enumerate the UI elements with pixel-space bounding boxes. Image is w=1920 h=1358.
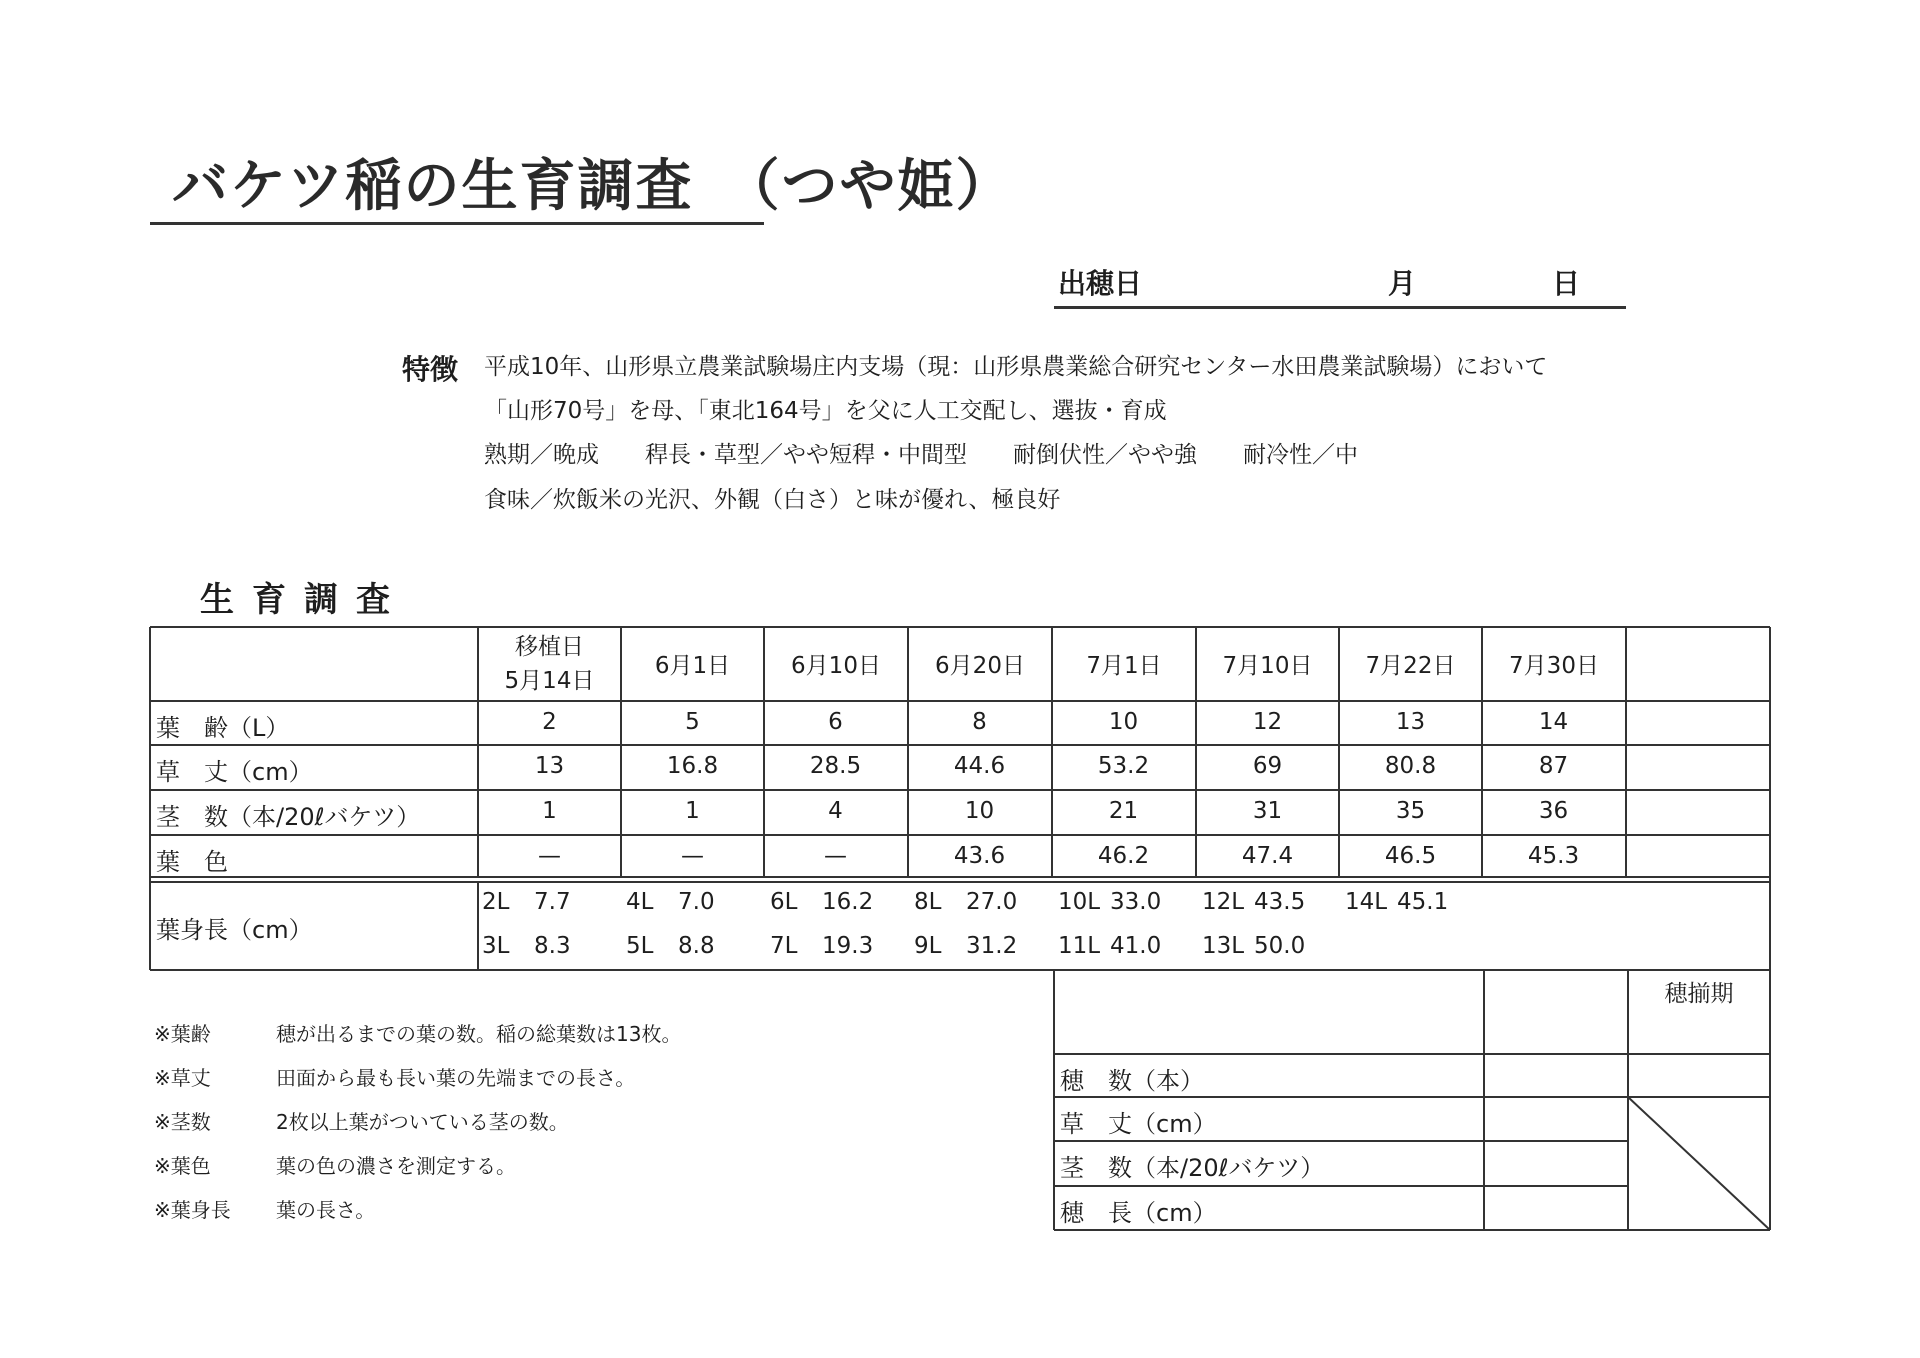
table-cell: 21	[1108, 798, 1139, 824]
row-label: 茎 数（本/20ℓバケツ）	[156, 803, 421, 831]
table-cell: 16.8	[666, 753, 719, 779]
leaf-number: 3L	[482, 933, 510, 959]
table-cell: 80.8	[1384, 753, 1437, 779]
note-key: ※葉齢	[154, 1022, 211, 1046]
leaf-number: 10L	[1058, 889, 1101, 915]
date-header: 7月22日	[1365, 653, 1456, 679]
heading-date-label: 出穂日	[1058, 267, 1143, 300]
note-text: 2枚以上葉がついている茎の数。	[276, 1110, 569, 1134]
table-cell: 45.3	[1527, 843, 1580, 869]
note-key: ※茎数	[154, 1110, 211, 1134]
date-header: 7月30日	[1509, 653, 1599, 679]
table-cell: 46.2	[1097, 843, 1150, 869]
table-cell: 43.6	[953, 843, 1006, 869]
note-key: ※草丈	[154, 1066, 211, 1090]
table-cell: 28.5	[809, 753, 862, 779]
table-cell: 5	[685, 709, 700, 735]
leaf-length-value: 27.0	[966, 889, 1018, 915]
table-cell: 13	[1395, 709, 1426, 735]
leaf-length-value: 7.7	[534, 889, 571, 915]
leaf-number: 8L	[914, 889, 942, 915]
leaf-length-label: 葉身長（cm）	[156, 916, 313, 944]
leaf-length-value: 19.3	[822, 933, 874, 959]
leaf-length-value: 43.5	[1254, 889, 1306, 915]
table-cell: 44.6	[953, 753, 1006, 779]
leaf-length-value: 41.0	[1110, 933, 1162, 959]
leaf-number: 9L	[914, 933, 942, 959]
table-cell: 10	[964, 798, 995, 824]
table-cell: 13	[534, 753, 565, 779]
leaf-length-value: 45.1	[1397, 889, 1449, 915]
heading-table-row-label: 草 丈（cm）	[1060, 1110, 1217, 1138]
leaf-number: 13L	[1202, 933, 1245, 959]
leaf-number: 4L	[626, 889, 654, 915]
table-cell: 35	[1395, 798, 1426, 824]
table-cell: 2	[542, 709, 557, 735]
table-cell: 69	[1252, 753, 1283, 779]
leaf-length-value: 50.0	[1254, 933, 1306, 959]
leaf-number: 7L	[770, 933, 798, 959]
table-cell: —	[681, 843, 704, 869]
page-title: バケツ稲の生育調査 （つや姫）	[172, 154, 1014, 219]
table-cell: 47.4	[1241, 843, 1294, 869]
table-cell: 1	[542, 798, 557, 824]
heading-day-label: 日	[1552, 267, 1581, 300]
leaf-length-value: 8.8	[678, 933, 715, 959]
leaf-length-value: 16.2	[822, 889, 874, 915]
leaf-number: 6L	[770, 889, 798, 915]
section-title: 生育調査	[200, 580, 408, 620]
leaf-number: 5L	[626, 933, 654, 959]
note-text: 穂が出るまでの葉の数。稲の総葉数は13枚。	[276, 1022, 682, 1046]
row-label: 草 丈（cm）	[156, 758, 313, 786]
table-cell: 12	[1252, 709, 1283, 735]
leaf-number: 11L	[1058, 933, 1101, 959]
leaf-length-value: 33.0	[1110, 889, 1162, 915]
date-header	[478, 630, 621, 698]
table-cell: 87	[1538, 753, 1569, 779]
table-cell: 10	[1108, 709, 1139, 735]
table-cell: 6	[828, 709, 843, 735]
features-line: 食味／炊飯米の光沢、外観（白さ）と味が優れ、極良好	[484, 487, 1061, 513]
heading-table-row-label: 茎 数（本/20ℓバケツ）	[1060, 1154, 1325, 1182]
leaf-number: 14L	[1345, 889, 1388, 915]
heading-table-row-label: 穂 長（cm）	[1060, 1199, 1217, 1227]
table-cell: 31	[1252, 798, 1283, 824]
table-cell: 1	[685, 798, 700, 824]
leaf-length-value: 31.2	[966, 933, 1018, 959]
features-line: 熟期／晩成 稈長・草型／やや短稈・中間型 耐倒伏性／やや強 耐冷性／中	[484, 442, 1358, 468]
table-cell: 36	[1538, 798, 1569, 824]
table-cell: 8	[972, 709, 987, 735]
date-header-sub: 5月14日	[504, 668, 595, 694]
features-label: 特徴	[402, 353, 459, 386]
heading-table-row-label: 穂 数（本）	[1060, 1067, 1204, 1095]
date-header-label: 移植日	[515, 634, 584, 660]
leaf-length-value: 7.0	[678, 889, 715, 915]
note-text: 葉の色の濃さを測定する。	[276, 1154, 516, 1178]
date-header: 6月1日	[654, 653, 731, 679]
leaf-length-value: 8.3	[534, 933, 571, 959]
table-cell: 4	[828, 798, 843, 824]
date-header: 6月10日	[791, 653, 881, 679]
leaf-number: 2L	[482, 889, 510, 915]
table-cell: 14	[1538, 709, 1569, 735]
table-cell: 53.2	[1097, 753, 1150, 779]
note-text: 田面から最も長い葉の先端までの長さ。	[276, 1066, 636, 1090]
features-line: 「山形70号」を母、「東北164号」を父に人工交配し、選抜・育成	[484, 398, 1167, 424]
row-label: 葉 齢（L）	[156, 714, 290, 742]
note-key: ※葉身長	[154, 1198, 231, 1222]
table-cell: —	[538, 843, 561, 869]
leaf-number: 12L	[1202, 889, 1245, 915]
heading-month-label: 月	[1388, 267, 1417, 300]
date-header: 7月10日	[1222, 653, 1313, 679]
table-cell: —	[824, 843, 847, 869]
features-line: 平成10年、山形県立農業試験場庄内支場（現：山形県農業総合研究センター水田農業試験場）において	[484, 354, 1548, 380]
heading-table-header: 穂揃期	[1664, 981, 1734, 1007]
note-text: 葉の長さ。	[276, 1198, 376, 1222]
note-key: ※葉色	[154, 1154, 211, 1178]
row-label: 葉 色	[156, 848, 228, 876]
date-header: 6月20日	[935, 653, 1025, 679]
table-cell: 46.5	[1384, 843, 1437, 869]
date-header: 7月1日	[1086, 653, 1162, 679]
